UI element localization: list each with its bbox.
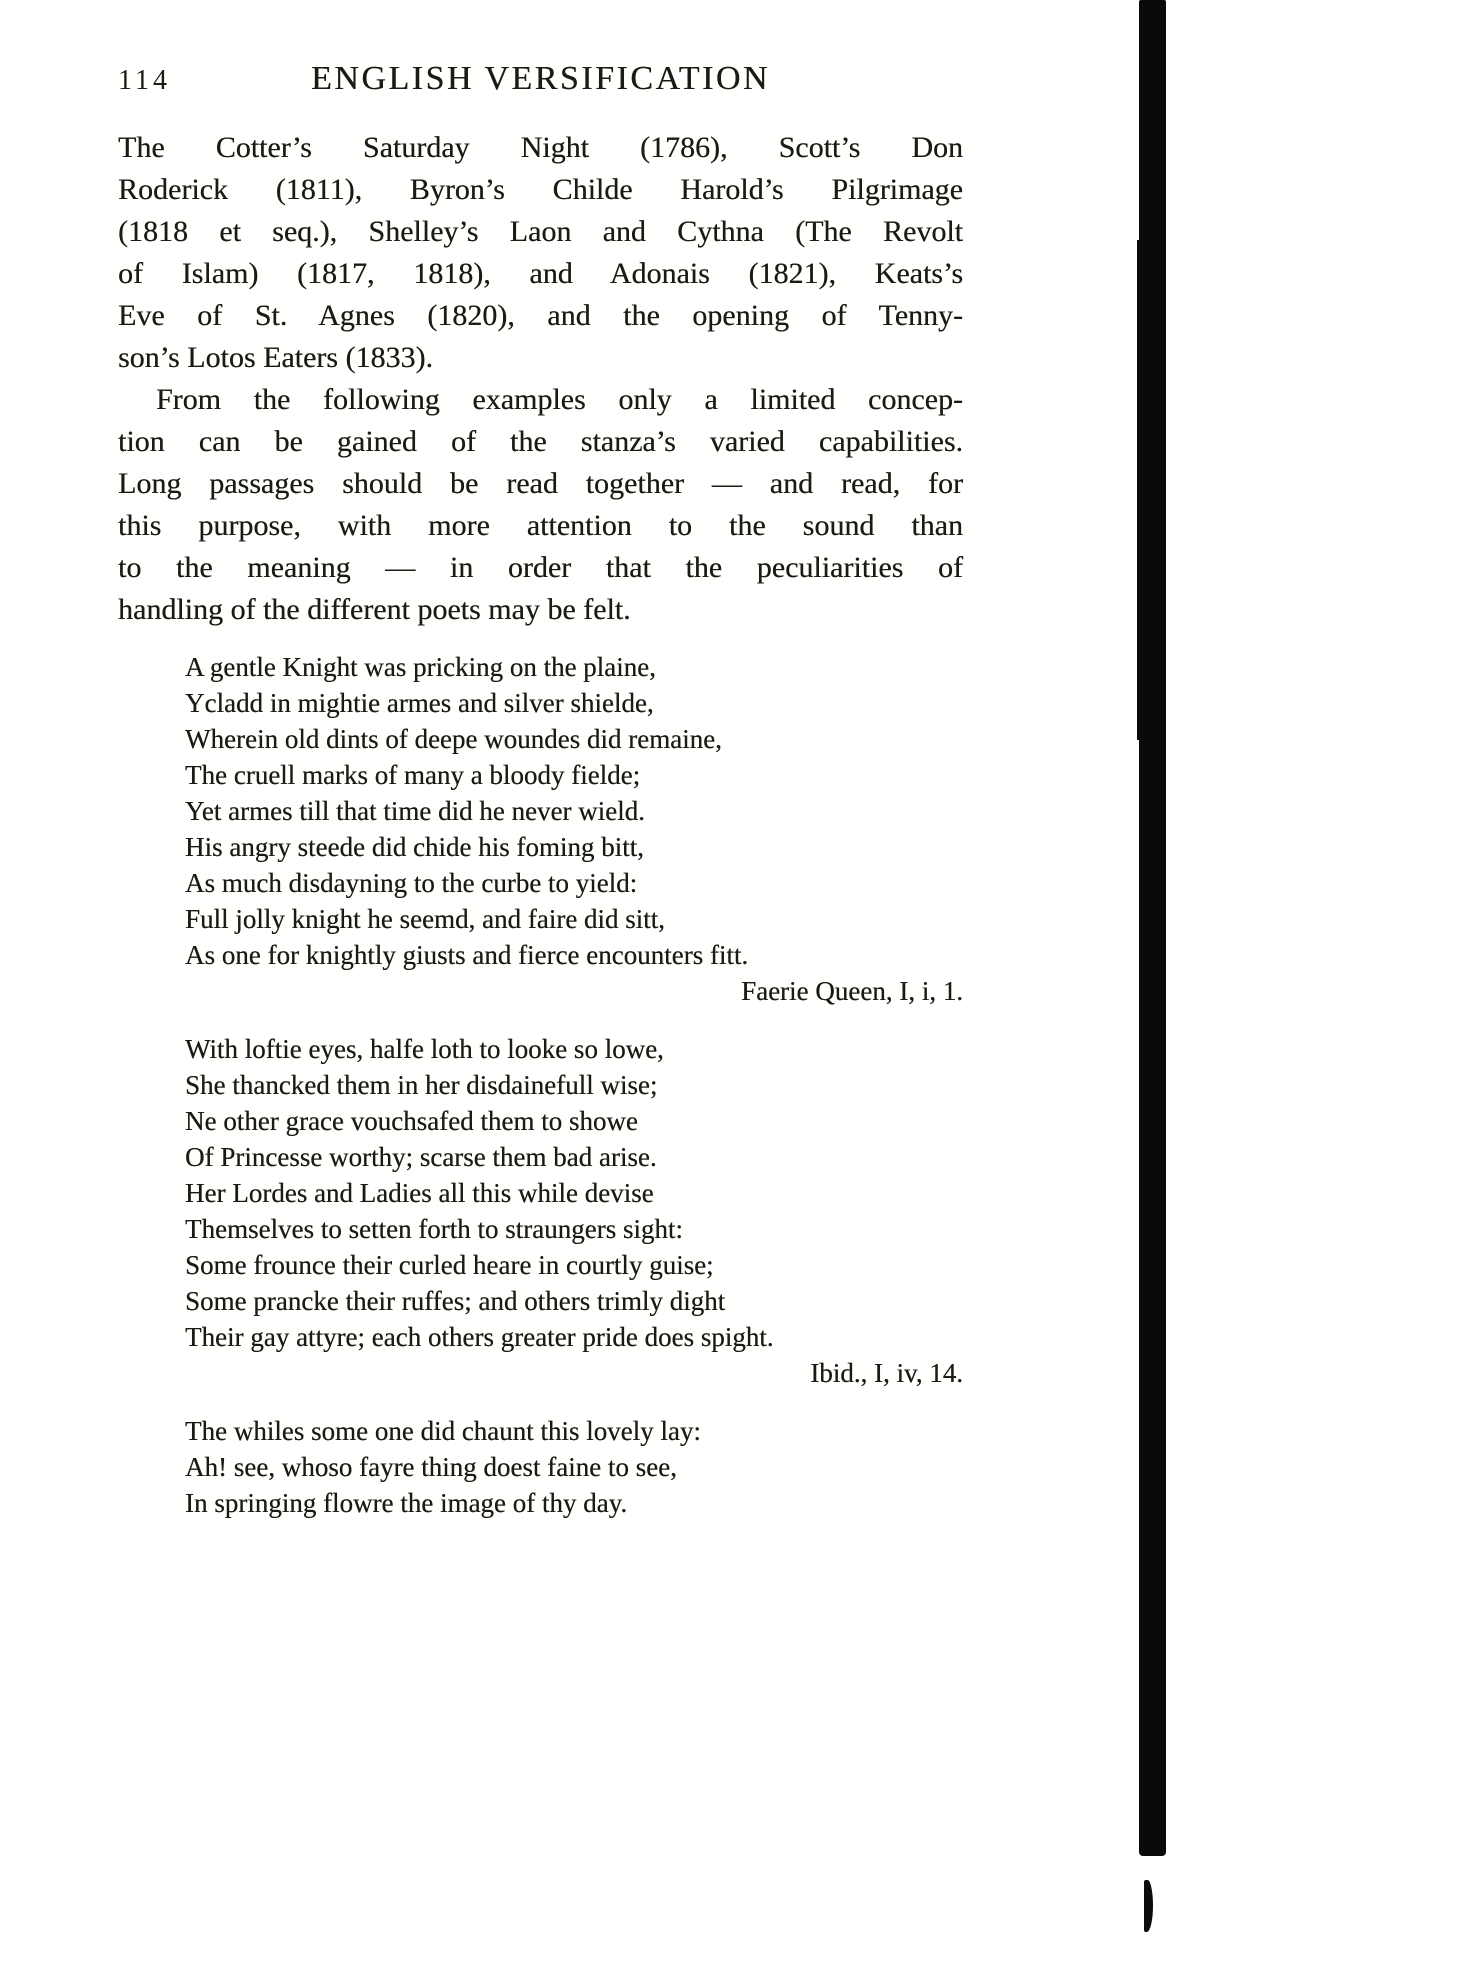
paragraph-2 [118, 379, 963, 631]
text-line: Eve of St. Agnes (1820), and the opening of Tenny- [118, 299, 963, 332]
poem-line: Wherein old dints of deepe woundes did remaine, [185, 724, 722, 754]
poem-line: Themselves to setten forth to straungers sight: [185, 1214, 683, 1244]
poem-line: Their gay attyre; each others greater pride does spight. [185, 1322, 774, 1352]
text-line: tion can be gained of the stanza’s varied capabilities. [118, 425, 963, 458]
poem-attribution: Ibid., I, iv, 14. [810, 1358, 963, 1388]
text-line: (1818 et seq.), Shelley’s Laon and Cythna (The Revolt [118, 215, 963, 248]
poem-line: His angry steede did chide his foming bitt, [185, 832, 644, 862]
page-content [118, 55, 963, 1521]
text-line: The Cotter’s Saturday Night (1786), Scott’s Don [118, 131, 963, 164]
scan-binding-bar [1139, 0, 1166, 1856]
text-line: to the meaning — in order that the peculiarities of [118, 551, 963, 584]
text-line: Long passages should be read together — and read, for [118, 467, 963, 500]
poem-stanza-2 [185, 1031, 963, 1391]
text-line: this purpose, with more attention to the sound than [118, 509, 963, 542]
poem-line: With loftie eyes, halfe loth to looke so lowe, [185, 1034, 664, 1064]
poem-line: She thancked them in her disdainefull wise; [185, 1070, 658, 1100]
text-line: From the following examples only a limited concep- [156, 383, 963, 416]
poem-line: Of Princesse worthy; scarse them bad arise. [185, 1142, 657, 1172]
poem-line: The cruell marks of many a bloody fielde; [185, 760, 641, 790]
text-line: of Islam) (1817, 1818), and Adonais (1821), Keats’s [118, 257, 963, 290]
poem-line: Her Lordes and Ladies all this while devise [185, 1178, 654, 1208]
text-line: Roderick (1811), Byron’s Childe Harold’s Pilgrimage [118, 173, 963, 206]
poem-stanza-1 [185, 649, 963, 1009]
paragraph-1 [118, 127, 963, 379]
poem-line: The whiles some one did chaunt this lovely lay: [185, 1416, 701, 1446]
poem-line: As much disdayning to the curbe to yield: [185, 868, 638, 898]
poem-line: As one for knightly giusts and fierce encounters fitt. [185, 940, 749, 970]
page-header-title: ENGLISH VERSIFICATION [311, 60, 770, 97]
poem-line: Ne other grace vouchsafed them to showe [185, 1106, 638, 1136]
text-line: son’s Lotos Eaters (1833). [118, 341, 433, 374]
poem-line: Yet armes till that time did he never wield. [185, 796, 645, 826]
page-number: 114 [118, 65, 171, 96]
poem-attribution: Faerie Queen, I, i, 1. [741, 976, 963, 1006]
poem-line: Ah! see, whoso fayre thing doest faine to see, [185, 1452, 677, 1482]
poem-line: In springing flowre the image of thy day. [185, 1488, 628, 1518]
poem-line: Full jolly knight he seemd, and faire did sitt, [185, 904, 665, 934]
poem-line: Ycladd in mightie armes and silver shielde, [185, 688, 654, 718]
text-line: handling of the different poets may be felt. [118, 593, 631, 626]
poem-stanza-3 [185, 1413, 963, 1521]
page-header [118, 55, 963, 103]
poem-line: Some prancke their ruffes; and others trimly dight [185, 1286, 726, 1316]
poem-line: A gentle Knight was pricking on the plaine, [185, 652, 656, 682]
poem-line: Some frounce their curled heare in courtly guise; [185, 1250, 714, 1280]
scan-binding-mark [1144, 1880, 1153, 1932]
